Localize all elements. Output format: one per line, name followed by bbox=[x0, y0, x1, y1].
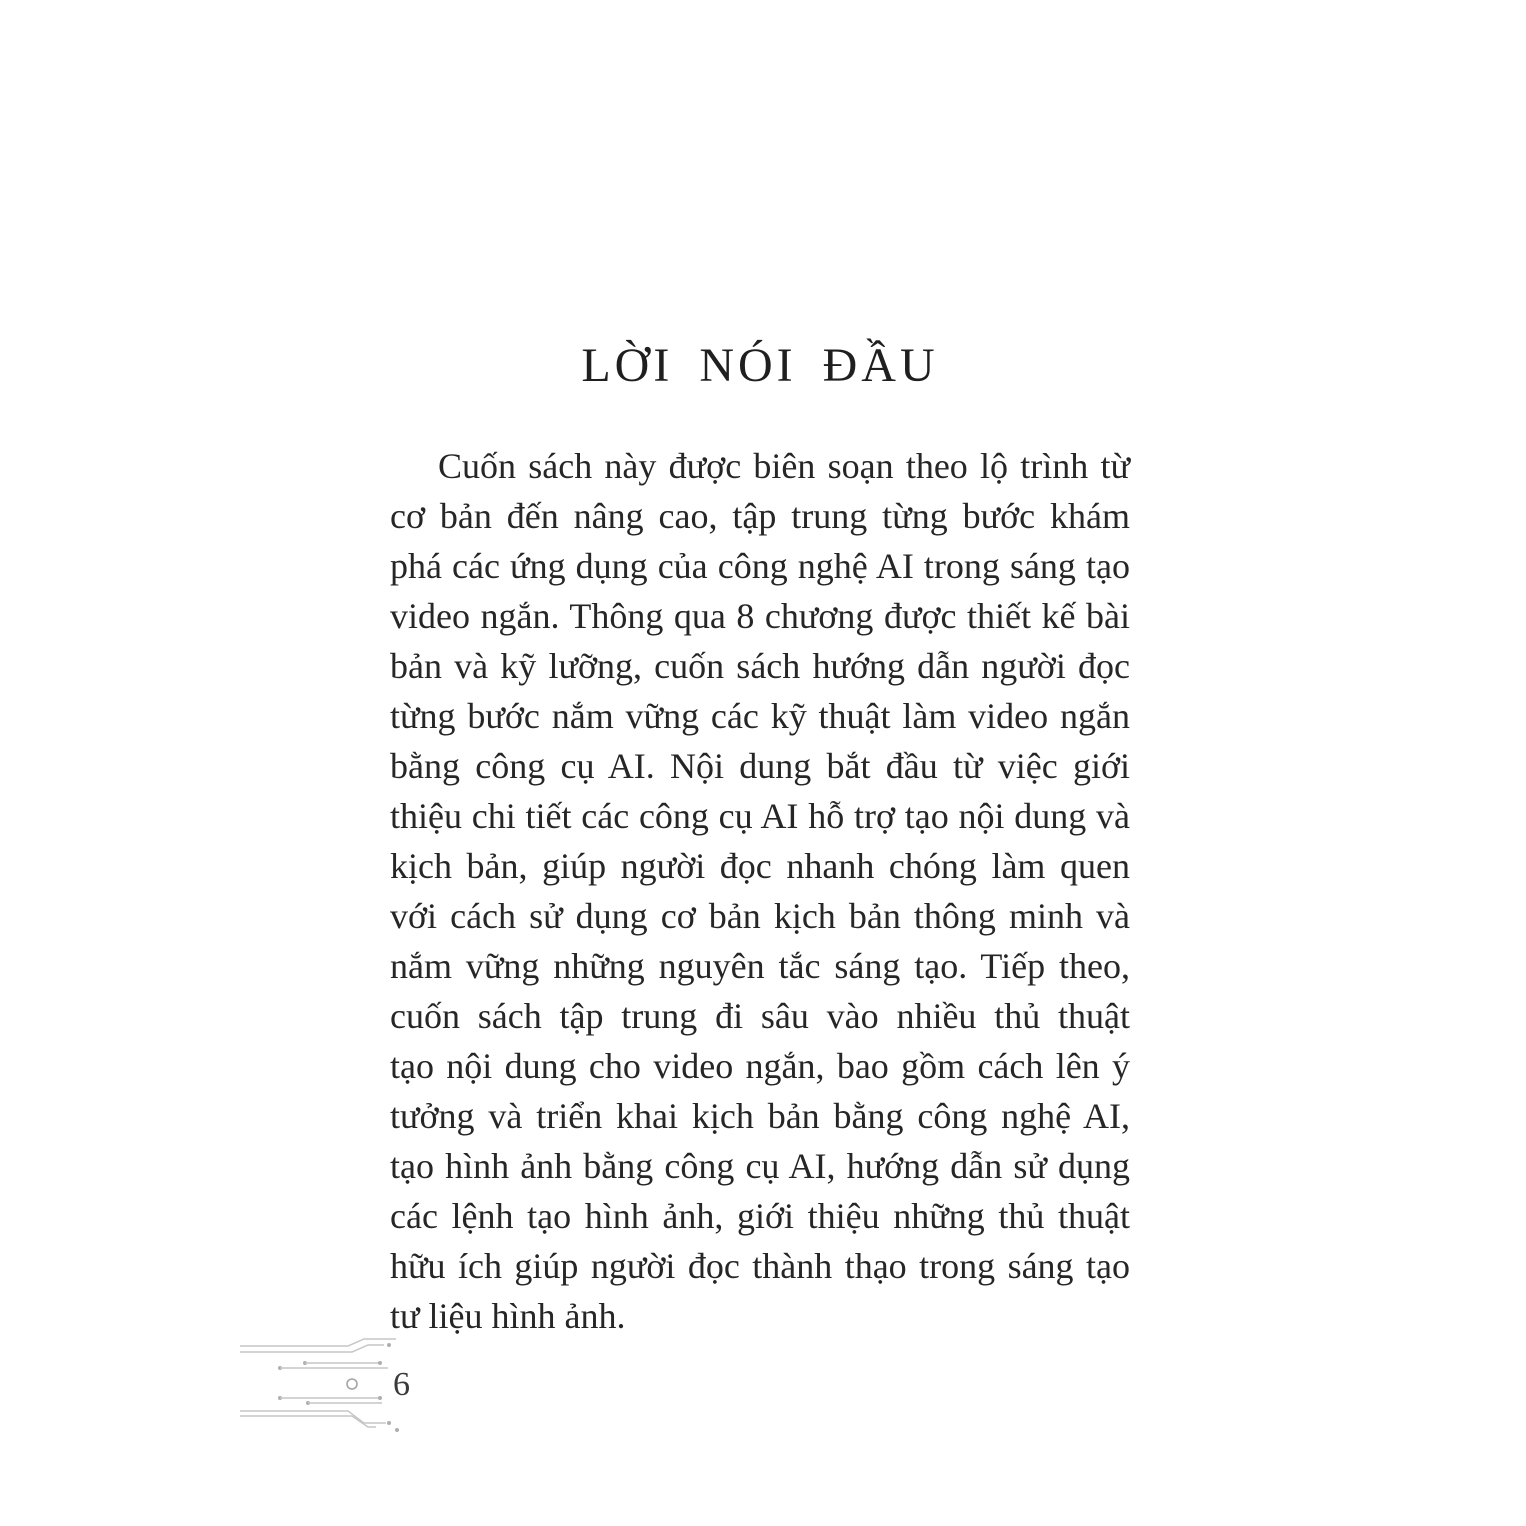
text-line: cuốn sách tập trung đi sâu vào nhiều thủ thuật bbox=[390, 996, 1130, 1036]
page-title: LỜI NÓI ĐẦU bbox=[581, 339, 939, 393]
text-line: từng bước nắm vững các kỹ thuật làm video ngắn bbox=[390, 696, 1130, 736]
text-line: tưởng và triển khai kịch bản bằng công nghệ AI, bbox=[390, 1096, 1130, 1136]
text-line: phá các ứng dụng của công nghệ AI trong sáng tạo bbox=[390, 546, 1130, 586]
text-line: tạo hình ảnh bằng công cụ AI, hướng dẫn sử dụng bbox=[390, 1146, 1130, 1186]
text-line: video ngắn. Thông qua 8 chương được thiết kế bài bbox=[390, 596, 1130, 636]
text-line: bản và kỹ lưỡng, cuốn sách hướng dẫn người đọc bbox=[390, 646, 1130, 686]
text-line: thiệu chi tiết các công cụ AI hỗ trợ tạo nội dung và bbox=[390, 796, 1130, 836]
text-line: nắm vững những nguyên tắc sáng tạo. Tiếp theo, bbox=[390, 946, 1130, 986]
text-line: tạo nội dung cho video ngắn, bao gồm cách lên ý bbox=[390, 1046, 1130, 1086]
page-number: 6 bbox=[393, 1366, 410, 1403]
body-paragraph bbox=[390, 441, 1130, 1341]
text-line: cơ bản đến nâng cao, tập trung từng bước khám bbox=[390, 496, 1130, 536]
text-line: Cuốn sách này được biên soạn theo lộ trình từ bbox=[438, 446, 1130, 486]
text-line: bằng công cụ AI. Nội dung bắt đầu từ việc giới bbox=[390, 746, 1130, 786]
text-line: tư liệu hình ảnh. bbox=[390, 1296, 626, 1336]
text-line: với cách sử dụng cơ bản kịch bản thông minh và bbox=[390, 896, 1130, 936]
text-line: hữu ích giúp người đọc thành thạo trong sáng tạo bbox=[390, 1246, 1130, 1286]
text-line: kịch bản, giúp người đọc nhanh chóng làm quen bbox=[390, 846, 1130, 886]
text-line: các lệnh tạo hình ảnh, giới thiệu những thủ thuật bbox=[390, 1196, 1130, 1236]
